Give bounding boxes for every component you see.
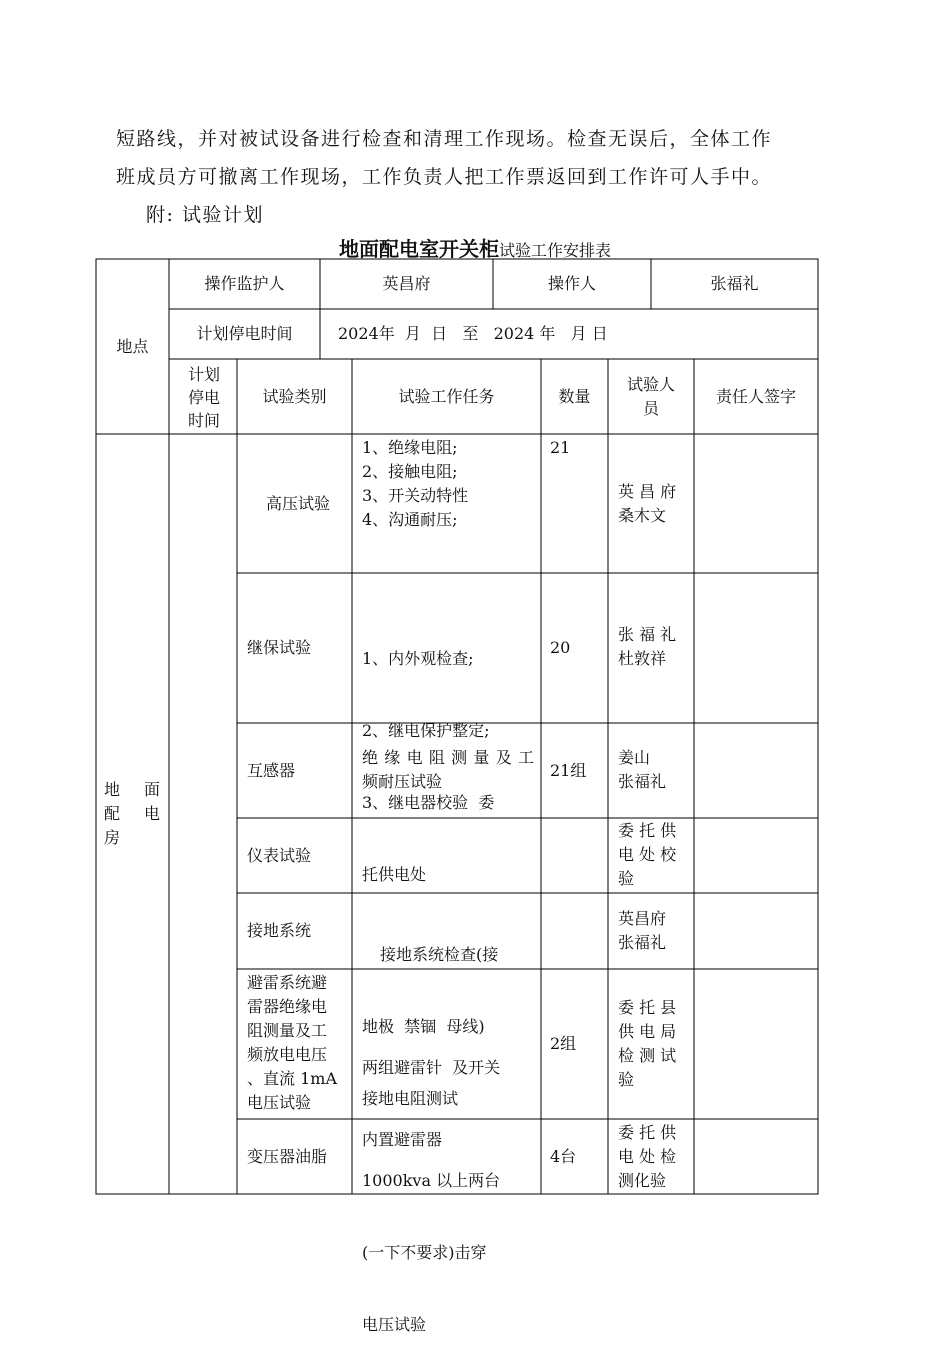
row-2-quantity: 20 xyxy=(550,638,571,657)
row-1-tester-line: 桑木文 xyxy=(618,506,667,525)
row-2-task-line: 1、内外观检查; xyxy=(362,649,474,668)
row-5-task-line: 接地系统检查(接 xyxy=(380,945,499,964)
row-6-tester-line: 供 电 局 xyxy=(618,1022,677,1041)
row-4-tester-line: 电 处 校 xyxy=(618,845,677,864)
row-6-category-line: 雷器绝缘电 xyxy=(247,997,328,1016)
table-title xyxy=(0,233,950,262)
row-7-task-line: (一下不要求)击穿 xyxy=(362,1243,487,1262)
row-6-category-line: 频放电电压 xyxy=(247,1045,328,1064)
row-1-quantity: 21 xyxy=(550,438,571,457)
row-1-task-line: 1、绝缘电阻; xyxy=(362,438,458,457)
row-7-quantity: 4台 xyxy=(550,1146,577,1166)
row-5-task-line: 地极 禁锢 母线) xyxy=(362,1017,485,1036)
row-7-category: 变压器油脂 xyxy=(247,1146,328,1166)
row-7-tester-line: 委 托 供 xyxy=(618,1123,677,1142)
row-5-tester xyxy=(618,907,688,955)
row-1-tester-line: 英 昌 府 xyxy=(618,482,677,501)
row-7-tester xyxy=(618,1121,686,1193)
row-2-tester-line: 杜敦祥 xyxy=(618,649,667,668)
column-header-quantity: 数量 xyxy=(558,386,591,406)
row-7-tester-line: 测化验 xyxy=(618,1171,667,1190)
row-7-tester-line: 电 处 检 xyxy=(618,1147,677,1166)
row-6-category xyxy=(247,971,347,1115)
row-6-category-line: 避雷系统避 xyxy=(247,973,328,992)
row-2-task-line: 2、继电保护整定; xyxy=(362,721,490,740)
location-label: 地点 xyxy=(116,336,149,356)
location-value: 地 面 配 电 房 xyxy=(104,780,160,847)
row-1-task xyxy=(362,436,538,532)
row-3-task xyxy=(362,746,534,794)
row-6-category-line: 电压试验 xyxy=(247,1093,312,1112)
row-2-task-line: 托供电处 xyxy=(362,865,427,884)
row-4-tester xyxy=(618,819,686,891)
paragraph-attachment: 附: 试验计划 xyxy=(146,204,264,226)
row-2-task-line: 3、继电器校验 委 xyxy=(362,793,495,812)
row-7-task-line: 电压试验 xyxy=(362,1315,427,1334)
outage-time-label: 计划停电时间 xyxy=(196,324,293,343)
row-1-tester xyxy=(618,480,686,528)
column-header-tester: 试验人员 xyxy=(626,374,675,418)
row-5-task-line: 接地电阻测试 xyxy=(362,1089,459,1108)
operator-label: 操作人 xyxy=(547,274,596,293)
row-1-category: 高压试验 xyxy=(266,493,331,513)
row-2-tester xyxy=(618,623,686,671)
row-6-quantity: 2组 xyxy=(550,1034,577,1053)
row-2-category: 继保试验 xyxy=(247,638,312,657)
row-5-tester-line: 张福礼 xyxy=(618,933,667,952)
column-header-planned-outage-time: 计划停电时间 xyxy=(187,364,220,430)
row-6-task-line: 内置避雷器 xyxy=(362,1130,443,1149)
row-3-task-line: 绝缘电阻测量及工 xyxy=(362,748,534,767)
table-title-bold: 地面配电室开关柜 xyxy=(338,237,499,261)
row-5-category: 接地系统 xyxy=(247,921,312,940)
column-header-test-category: 试验类别 xyxy=(262,386,327,406)
row-6-category-line: 阻测量及工 xyxy=(247,1021,328,1040)
row-1-task-line: 4、沟通耐压; xyxy=(362,510,458,529)
row-4-tester-line: 委 托 供 xyxy=(618,821,677,840)
column-header-test-task: 试验工作任务 xyxy=(398,386,495,406)
row-6-task-line: 两组避雷针 及开关 xyxy=(362,1058,501,1077)
row-3-tester xyxy=(618,746,688,794)
row-5-tester-line: 英昌府 xyxy=(618,909,667,928)
row-3-tester-line: 姜山 xyxy=(618,748,651,767)
row-1-task-line: 3、开关动特性 xyxy=(362,486,469,505)
row-3-category: 互感器 xyxy=(247,760,296,780)
row-7-task xyxy=(362,1121,536,1361)
row-7-task-line: 1000kva 以上两台 xyxy=(362,1171,501,1190)
row-3-task-line: 频耐压试验 xyxy=(362,772,443,791)
outage-time-value: 2024年 月 日 至 2024 年 月 日 xyxy=(338,324,608,343)
row-2-tester-line: 张 福 礼 xyxy=(618,625,677,644)
column-header-signature: 责任人签字 xyxy=(715,386,796,406)
table-title-rest: 试验工作安排表 xyxy=(498,241,611,260)
supervisor-value: 英昌府 xyxy=(382,274,431,293)
row-6-tester xyxy=(618,996,686,1092)
row-6-tester-line: 验 xyxy=(618,1070,635,1089)
row-6-category-line: 、直流 1mA xyxy=(247,1069,337,1088)
paragraph-1: 短路线，并对被试设备进行检查和清理工作现场。检查无误后，全体工作 xyxy=(116,128,773,150)
supervisor-label: 操作监护人 xyxy=(204,274,285,293)
row-3-tester-line: 张福礼 xyxy=(618,772,667,791)
row-3-quantity: 21组 xyxy=(550,760,587,780)
row-4-category: 仪表试验 xyxy=(247,845,312,865)
row-1-task-line: 2、接触电阻; xyxy=(362,462,458,481)
paragraph-2: 班成员方可撤离工作现场，工作负责人把工作票返回到工作许可人手中。 xyxy=(116,166,773,188)
row-6-tester-line: 检 测 试 xyxy=(618,1046,677,1065)
row-6-tester-line: 委 托 县 xyxy=(618,998,677,1017)
operator-value: 张福礼 xyxy=(710,274,759,293)
row-4-tester-line: 验 xyxy=(618,869,635,888)
